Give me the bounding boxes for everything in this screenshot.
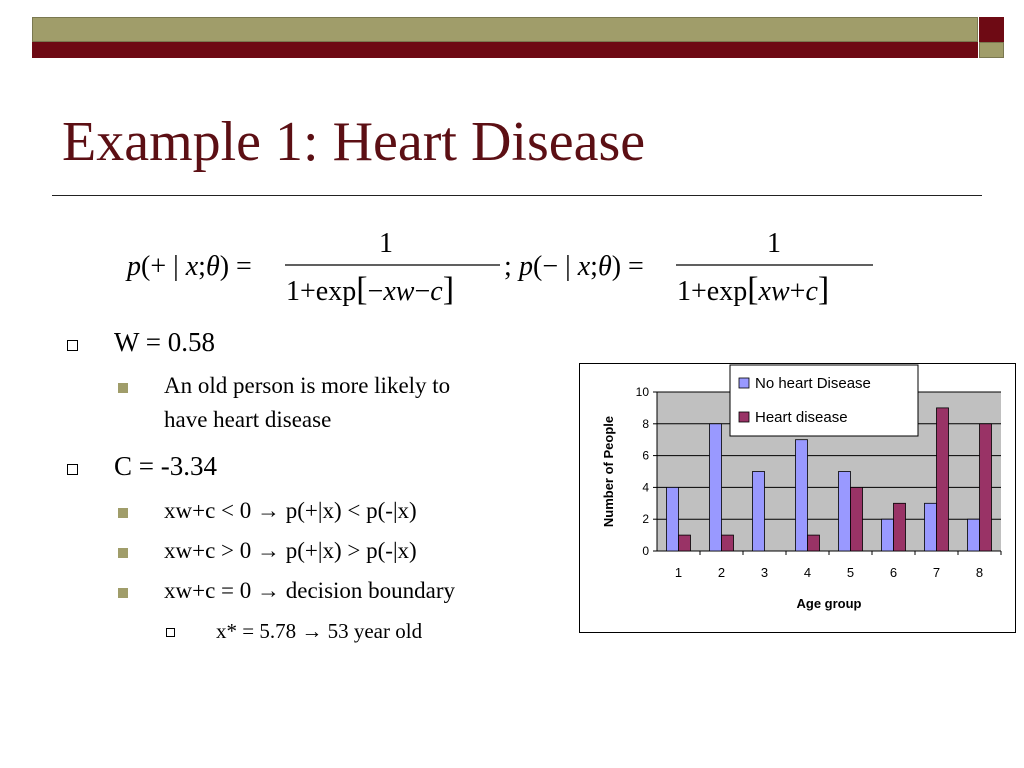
bar-no-heart-disease bbox=[839, 472, 851, 552]
x-tick-label: 6 bbox=[889, 565, 898, 580]
y-tick-label: 10 bbox=[635, 385, 649, 399]
logistic-formula bbox=[0, 218, 1024, 318]
formula-right-numerator: 1 bbox=[767, 228, 781, 259]
bullet-c-sub3: xw+c = 0 → decision boundary bbox=[164, 578, 456, 603]
formula-right-lhs: p(− | x;θ) = bbox=[519, 251, 644, 282]
bullet-marker-filled bbox=[118, 508, 128, 518]
x-tick-label: 7 bbox=[932, 565, 941, 580]
x-tick-label: 3 bbox=[760, 565, 769, 580]
bullet-w: W = 0.58 bbox=[114, 327, 215, 357]
x-tick-label: 5 bbox=[846, 565, 855, 580]
bar-heart-disease bbox=[937, 408, 949, 551]
bullet-c-sub3-sub: x* = 5.78 → 53 year old bbox=[216, 619, 423, 643]
y-tick-label: 6 bbox=[642, 448, 649, 463]
formula-right-denominator: 1+exp[xw+c] bbox=[677, 271, 830, 308]
title-divider bbox=[52, 195, 982, 196]
header-maroon-bar bbox=[32, 42, 978, 58]
legend-label: No heart Disease bbox=[755, 375, 871, 392]
bar-no-heart-disease bbox=[796, 440, 808, 551]
bullet-marker-filled bbox=[118, 383, 128, 393]
bar-heart-disease bbox=[808, 535, 820, 551]
bar-no-heart-disease bbox=[710, 424, 722, 551]
bar-no-heart-disease bbox=[925, 503, 937, 551]
bar-no-heart-disease bbox=[667, 487, 679, 551]
y-tick-label: 0 bbox=[642, 544, 649, 558]
bar-heart-disease bbox=[851, 487, 863, 551]
bar-heart-disease bbox=[894, 503, 906, 551]
bullet-c-sub2: xw+c > 0 → p(+|x) > p(-|x) bbox=[164, 538, 417, 563]
formula-left-denominator: 1+exp[−xw−c] bbox=[286, 271, 455, 308]
bar-chart-svg bbox=[580, 364, 1017, 634]
x-tick-label: 2 bbox=[717, 565, 726, 580]
x-tick-label: 8 bbox=[975, 565, 984, 580]
header-maroon-square bbox=[979, 17, 1004, 42]
bullet-c: C = -3.34 bbox=[114, 451, 217, 481]
legend-label: Heart disease bbox=[755, 409, 848, 426]
bullet-marker-filled bbox=[118, 548, 128, 558]
bar-heart-disease bbox=[980, 424, 992, 551]
bullet-c-sub1: xw+c < 0 → p(+|x) < p(-|x) bbox=[164, 498, 417, 523]
slide-title: Example 1: Heart Disease bbox=[62, 111, 646, 173]
bar-no-heart-disease bbox=[882, 519, 894, 551]
legend-swatch bbox=[739, 378, 749, 388]
legend-swatch bbox=[739, 412, 749, 422]
bar-no-heart-disease bbox=[753, 472, 765, 552]
bar-chart bbox=[579, 363, 1016, 633]
formula-left-lhs: p(+ | x;θ) = bbox=[127, 251, 252, 282]
header-olive-bar bbox=[32, 17, 978, 42]
bullet-w-sub-line2: have heart disease bbox=[164, 407, 332, 432]
y-tick-label: 2 bbox=[642, 512, 649, 527]
bullet-marker-filled bbox=[118, 588, 128, 598]
bullet-marker-hollow bbox=[67, 340, 78, 351]
bullet-marker-hollow-small bbox=[166, 628, 175, 637]
header-olive-square bbox=[979, 42, 1004, 58]
formula-left-numerator: 1 bbox=[379, 228, 393, 259]
bar-no-heart-disease bbox=[968, 519, 980, 551]
x-tick-label: 1 bbox=[674, 565, 683, 580]
y-tick-label: 8 bbox=[642, 416, 649, 431]
y-axis-title: Number of People bbox=[601, 415, 616, 528]
bullet-marker-hollow bbox=[67, 464, 78, 475]
x-axis-title: Age group bbox=[796, 596, 862, 611]
x-tick-label: 4 bbox=[803, 565, 812, 580]
bullet-w-sub-line1: An old person is more likely to bbox=[164, 373, 451, 398]
formula-separator: ; bbox=[504, 251, 512, 282]
bar-heart-disease bbox=[679, 535, 691, 551]
bar-heart-disease bbox=[722, 535, 734, 551]
y-tick-label: 4 bbox=[642, 480, 649, 495]
